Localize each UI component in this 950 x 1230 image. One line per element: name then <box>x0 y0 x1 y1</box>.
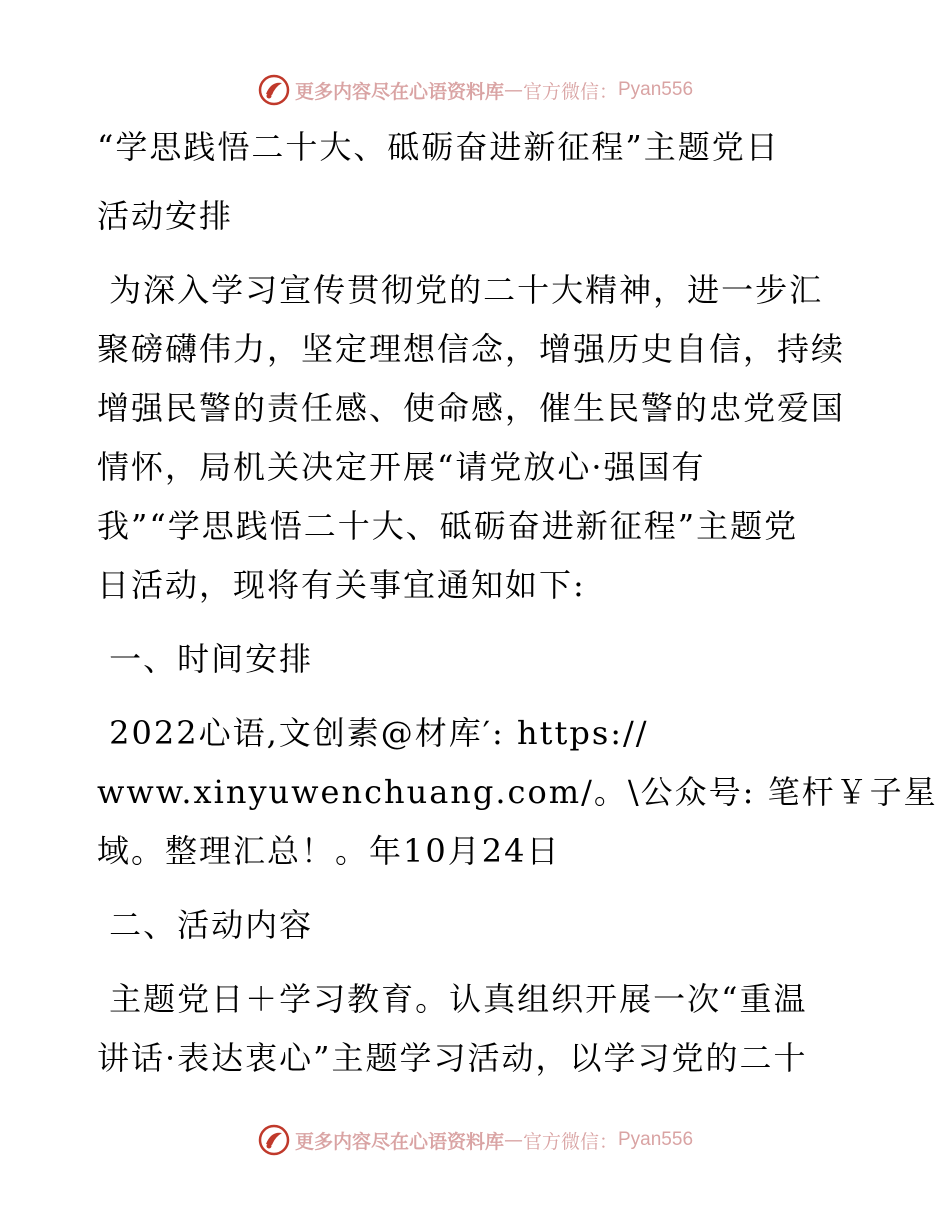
banner-separator: — <box>503 1129 523 1151</box>
brand-logo-icon <box>257 73 291 107</box>
banner-wechat-id: Pyan556 <box>618 1129 694 1150</box>
doc-title-line-2: 活动安排 <box>97 197 234 235</box>
content-line-1: 主题党日＋学习教育。认真组织开展一次“重温 <box>97 980 808 1018</box>
banner-separator: — <box>503 79 523 101</box>
intro-line-5: 我”“学思践悟二十大、砥砺奋进新征程”主题党 <box>97 507 799 545</box>
time-line-3: 域。整理汇总！。年10月24日 <box>97 832 561 870</box>
time-line-1: 2022心语,文创素@材库′: https:// <box>97 714 649 752</box>
section-heading-time: 一、时间安排 <box>97 640 314 678</box>
intro-line-3: 增强民警的责任感、使命感，催生民警的忠党爱国 <box>97 389 846 427</box>
intro-line-1: 为深入学习宣传贯彻党的二十大精神，进一步汇 <box>97 271 824 309</box>
doc-title-line-1: “学思践悟二十大、砥砺奋进新征程”主题党日 <box>97 128 780 166</box>
intro-line-6: 日活动，现将有关事宜通知如下: <box>97 566 586 604</box>
banner-text: 更多内容尽在心语资料库 <box>294 1130 504 1153</box>
intro-line-4: 情怀，局机关决定开展“请党放心·强国有 <box>97 448 706 486</box>
document-body <box>97 120 938 1077</box>
banner-wechat-label: 官方微信： <box>522 1130 618 1153</box>
banner-wechat-id: Pyan556 <box>618 79 694 100</box>
footer-banner <box>0 1120 950 1160</box>
content-line-2: 讲话·表达衷心”主题学习活动，以学习党的二十 <box>97 1039 808 1077</box>
intro-line-2: 聚磅礴伟力，坚定理想信念，增强历史自信，持续 <box>97 330 846 368</box>
time-line-2: www.xinyuwenchuang.com/。\公众号: 笔杆￥子星 <box>97 773 938 811</box>
section-heading-content: 二、活动内容 <box>97 906 314 944</box>
banner-wechat-label: 官方微信： <box>522 80 618 103</box>
brand-logo-icon <box>257 1123 291 1157</box>
banner-text: 更多内容尽在心语资料库 <box>294 80 504 103</box>
header-banner <box>0 70 950 110</box>
